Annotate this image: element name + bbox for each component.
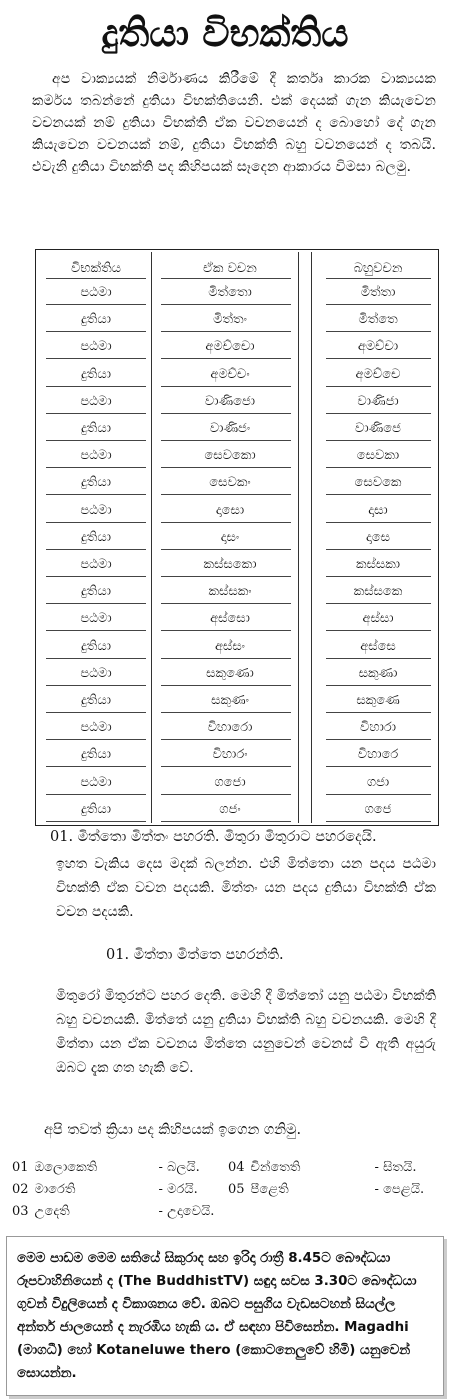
table-cell: විහාරං bbox=[212, 747, 248, 763]
row-rule bbox=[46, 413, 146, 414]
row-rule bbox=[46, 712, 146, 713]
broadcast-notice: මෙම පාඩම මෙම සතියේ සිකුරාද සහ ඉරිදා රාත්‍රී 8.45ට බෞද්ධයා රූපවාහිනියෙන් ද (The BuddhistTV) සඳුදා සවස 3.30ට බෞද්ධයා ගුවන් විදුලියෙන් ද විකාශනය වේ. ඔබට පසුගිය වැඩසටහන් සියල්ල අන්තර් ජාලයෙන් ද නැරඹිය හැකි ය. ඒ සඳහා පිවිසෙන්න. Magadhi (මාගධී) හෝ Kotaneluwe thero (කොටනෙලුවේ හිමි) යනුවෙන් සොයන්න. bbox=[17, 1251, 417, 1381]
row-rule bbox=[46, 739, 146, 740]
verb-item bbox=[228, 1158, 416, 1177]
table-cell: සකුණෙ bbox=[356, 693, 400, 708]
verb-item bbox=[12, 1180, 198, 1199]
table-cell: අස්සා bbox=[362, 611, 394, 627]
row-rule bbox=[161, 685, 291, 686]
table-cell: සෙවකා bbox=[356, 448, 400, 464]
table-cell: දාසො bbox=[215, 502, 245, 518]
row-rule bbox=[161, 794, 291, 795]
table-cell: පඨමා bbox=[80, 557, 112, 572]
table-cell: විහාරො bbox=[207, 720, 253, 736]
row-rule bbox=[46, 304, 146, 305]
row-rule bbox=[326, 739, 431, 740]
table-cell: වාණිජං bbox=[209, 421, 251, 436]
table-cell: වාණිජො bbox=[204, 393, 256, 409]
row-rule bbox=[326, 467, 431, 468]
row-rule bbox=[326, 658, 431, 659]
row-rule bbox=[46, 549, 146, 550]
column-divider bbox=[311, 252, 312, 823]
column-divider bbox=[151, 252, 152, 823]
verb-word: ඔලොකෙති bbox=[34, 1160, 98, 1175]
table-cell: දාසා bbox=[368, 502, 388, 518]
row-rule bbox=[326, 304, 431, 305]
row-rule bbox=[161, 358, 291, 359]
explanation-paragraph-2: මිතුරෝ මිතුරන්ට පහර දෙති. මෙහි දී මිත්තෝ යනු පඨමා විභක්ති බහු වචනයකි. මිත්තේ යනු දුතියා විභක්ති බහු වචනයකි. මෙහි දී මිත්තා යන ඒක වචනය මිත්තෙ යනුවෙන් වෙනස් වී ඇති අයුරු ඔබට දැක ගත හැකි වේ. bbox=[56, 988, 436, 1076]
intro-paragraph: අප වාක්‍යයක් නිර්මාණය කිරීමේ දී කර්තෘ කාරක වාක්‍යයක කර්මය තබන්නේ දුතියා විභක්තියෙනි. එක් දෙයක් ගැන කියැවෙන වචනයක් නම් දුතියා විභක්ති ඒක වචනයෙන් ද බොහෝ දේ ගැන කියැවෙන වචනයක් නම්, දුතියා විභක්ති බහු වචනයෙන් ද තබයි. එවැනි දුතියා විභක්ති පද කිහිපයක් සෑදෙන ආකාරය විමසා බලමු. bbox=[32, 71, 436, 175]
row-rule bbox=[326, 821, 431, 822]
row-rule bbox=[46, 766, 146, 767]
table-header-cell: බහුවචන bbox=[353, 261, 403, 276]
table-cell: දුතියා bbox=[81, 366, 111, 382]
row-rule bbox=[46, 494, 146, 495]
header-rule bbox=[46, 278, 146, 279]
row-rule bbox=[161, 739, 291, 740]
row-rule bbox=[161, 766, 291, 767]
row-rule bbox=[161, 603, 291, 604]
table-cell: වාණිජා bbox=[357, 393, 399, 409]
table-cell: ගජං bbox=[219, 801, 241, 817]
table-cell: අස්සො bbox=[210, 611, 250, 627]
verb-item bbox=[12, 1202, 214, 1221]
table-cell: පඨමා bbox=[80, 774, 112, 790]
table-cell: දුතියා bbox=[81, 312, 111, 328]
table-cell: ගජෙ bbox=[364, 801, 392, 817]
row-rule bbox=[326, 386, 431, 387]
table-cell: දුතියා bbox=[81, 475, 111, 491]
row-rule bbox=[326, 494, 431, 495]
row-rule bbox=[161, 440, 291, 441]
table-cell: පඨමා bbox=[80, 502, 112, 518]
row-rule bbox=[326, 440, 431, 441]
column-divider bbox=[298, 252, 299, 823]
table-cell: සෙවකො bbox=[204, 448, 256, 464]
verb-number: 02 bbox=[12, 1182, 29, 1197]
table-cell: විහාරා bbox=[360, 720, 396, 736]
verb-number: 03 bbox=[12, 1204, 29, 1219]
table-cell: දාසෙ bbox=[366, 529, 390, 545]
table-header-cell: විභක්තිය bbox=[70, 261, 122, 276]
verb-word: මාරෙති bbox=[34, 1182, 76, 1197]
declension-table bbox=[35, 249, 439, 826]
table-cell: දාසං bbox=[220, 529, 240, 545]
table-cell: දුතියා bbox=[81, 801, 111, 817]
page-title: දුතියා විභක්තිය bbox=[101, 11, 349, 55]
row-rule bbox=[46, 576, 146, 577]
row-rule bbox=[326, 712, 431, 713]
verbs-intro: අපි තවත් ක්‍රියා පද කිහිපයක් ඉගෙන ගනිමු. bbox=[44, 1122, 302, 1138]
verb-word: පීළෙති bbox=[250, 1182, 289, 1197]
table-cell: වාණිජෙ bbox=[355, 421, 401, 436]
row-rule bbox=[326, 331, 431, 332]
table-cell: පඨමා bbox=[80, 665, 112, 681]
table-cell: පඨමා bbox=[80, 339, 112, 355]
table-cell: දුතියා bbox=[81, 584, 111, 600]
table-cell: අමච්චා bbox=[357, 339, 399, 355]
verb-item bbox=[12, 1158, 200, 1177]
row-rule bbox=[46, 630, 146, 631]
verb-meaning: - පෙළයි. bbox=[374, 1182, 425, 1197]
verb-word: චින්තෙති bbox=[250, 1160, 301, 1175]
table-cell: පඨමා bbox=[80, 720, 112, 736]
table-cell: මිත්තෙ bbox=[358, 312, 398, 328]
verb-meaning: - බලයි. bbox=[158, 1160, 200, 1175]
row-rule bbox=[326, 522, 431, 523]
row-rule bbox=[46, 821, 146, 822]
row-rule bbox=[161, 467, 291, 468]
verb-number: 05 bbox=[228, 1182, 245, 1197]
table-cell: අස්සං bbox=[214, 638, 245, 654]
broadcast-notice-box bbox=[6, 1236, 444, 1396]
row-rule bbox=[161, 386, 291, 387]
row-rule bbox=[161, 821, 291, 822]
table-cell: දුතියා bbox=[81, 747, 111, 763]
table-cell: මිත්තො bbox=[208, 285, 252, 300]
verb-item bbox=[228, 1180, 424, 1199]
table-cell: ගජො bbox=[214, 774, 246, 790]
row-rule bbox=[161, 549, 291, 550]
row-rule bbox=[326, 358, 431, 359]
row-rule bbox=[326, 603, 431, 604]
row-rule bbox=[326, 413, 431, 414]
row-rule bbox=[46, 386, 146, 387]
table-cell: අමච්චං bbox=[210, 366, 250, 382]
table-cell: ගජා bbox=[366, 774, 390, 790]
header-rule bbox=[161, 278, 291, 279]
row-rule bbox=[46, 440, 146, 441]
verb-meaning: - මරයි. bbox=[158, 1182, 198, 1197]
table-cell: සෙවකං bbox=[209, 475, 251, 491]
header-rule bbox=[326, 278, 431, 279]
row-rule bbox=[46, 522, 146, 523]
row-rule bbox=[161, 304, 291, 305]
verb-word: උදෙති bbox=[34, 1204, 70, 1219]
row-rule bbox=[161, 522, 291, 523]
table-cell: සකුණා bbox=[358, 665, 398, 681]
verb-meaning: - උදාවෙයි. bbox=[158, 1204, 215, 1219]
verb-number: 01 bbox=[12, 1160, 29, 1175]
row-rule bbox=[326, 630, 431, 631]
row-rule bbox=[326, 576, 431, 577]
row-rule bbox=[326, 549, 431, 550]
table-cell: පඨමා bbox=[80, 448, 112, 464]
row-rule bbox=[326, 766, 431, 767]
table-cell: මිත්තා bbox=[360, 285, 396, 300]
table-cell: මිත්තං bbox=[213, 312, 247, 328]
table-cell: සකුණං bbox=[211, 693, 249, 708]
table-cell: සෙවකෙ bbox=[354, 475, 402, 491]
row-rule bbox=[161, 630, 291, 631]
explanation-paragraph-1: ඉහත වැකිය දෙස මදක් බලන්න. එහි මිත්තො යන පදය පඨමා විභක්ති ඒක වචන පදයකි. මිත්තං යන පදය දුතියා විභක්ති ඒක වචන පදයකි. bbox=[56, 856, 436, 920]
row-rule bbox=[46, 467, 146, 468]
table-cell: අස්සෙ bbox=[360, 638, 396, 654]
row-rule bbox=[161, 331, 291, 332]
table-cell: කස්සකා bbox=[355, 557, 401, 572]
example-sentence-2: 01. මිත්තා මිත්තෙ පහරන්ති. bbox=[106, 947, 284, 963]
table-header-cell: ඒක වචන bbox=[203, 261, 257, 276]
table-cell: පඨමා bbox=[80, 611, 112, 627]
verb-number: 04 bbox=[228, 1160, 245, 1175]
row-rule bbox=[161, 712, 291, 713]
row-rule bbox=[46, 658, 146, 659]
row-rule bbox=[46, 603, 146, 604]
row-rule bbox=[46, 794, 146, 795]
table-cell: කස්සකො bbox=[203, 557, 257, 572]
table-cell: සකුණො bbox=[206, 665, 254, 681]
table-cell: දුතියා bbox=[81, 693, 111, 708]
table-cell: අමච්චෙ bbox=[355, 366, 401, 382]
table-cell: දුතියා bbox=[81, 421, 111, 436]
row-rule bbox=[326, 794, 431, 795]
row-rule bbox=[326, 685, 431, 686]
table-cell: පඨමා bbox=[80, 393, 112, 409]
row-rule bbox=[46, 331, 146, 332]
table-cell: දුතියා bbox=[81, 529, 111, 545]
table-cell: දුතියා bbox=[81, 638, 111, 654]
row-rule bbox=[161, 413, 291, 414]
example-sentence-1: 01. මිත්තො මිත්තං පහරති. මිතුරා මිතුරාට පහරදෙයි. bbox=[50, 829, 377, 845]
table-cell: විහාරෙ bbox=[357, 747, 399, 763]
row-rule bbox=[161, 576, 291, 577]
row-rule bbox=[161, 658, 291, 659]
row-rule bbox=[161, 494, 291, 495]
table-cell: කස්සකං bbox=[208, 584, 252, 600]
table-cell: කස්සකෙ bbox=[353, 584, 403, 600]
row-rule bbox=[46, 685, 146, 686]
verb-meaning: - සිතයි. bbox=[374, 1160, 417, 1175]
table-cell: පඨමා bbox=[80, 285, 112, 300]
row-rule bbox=[46, 358, 146, 359]
table-cell: අමච්චො bbox=[205, 339, 255, 355]
